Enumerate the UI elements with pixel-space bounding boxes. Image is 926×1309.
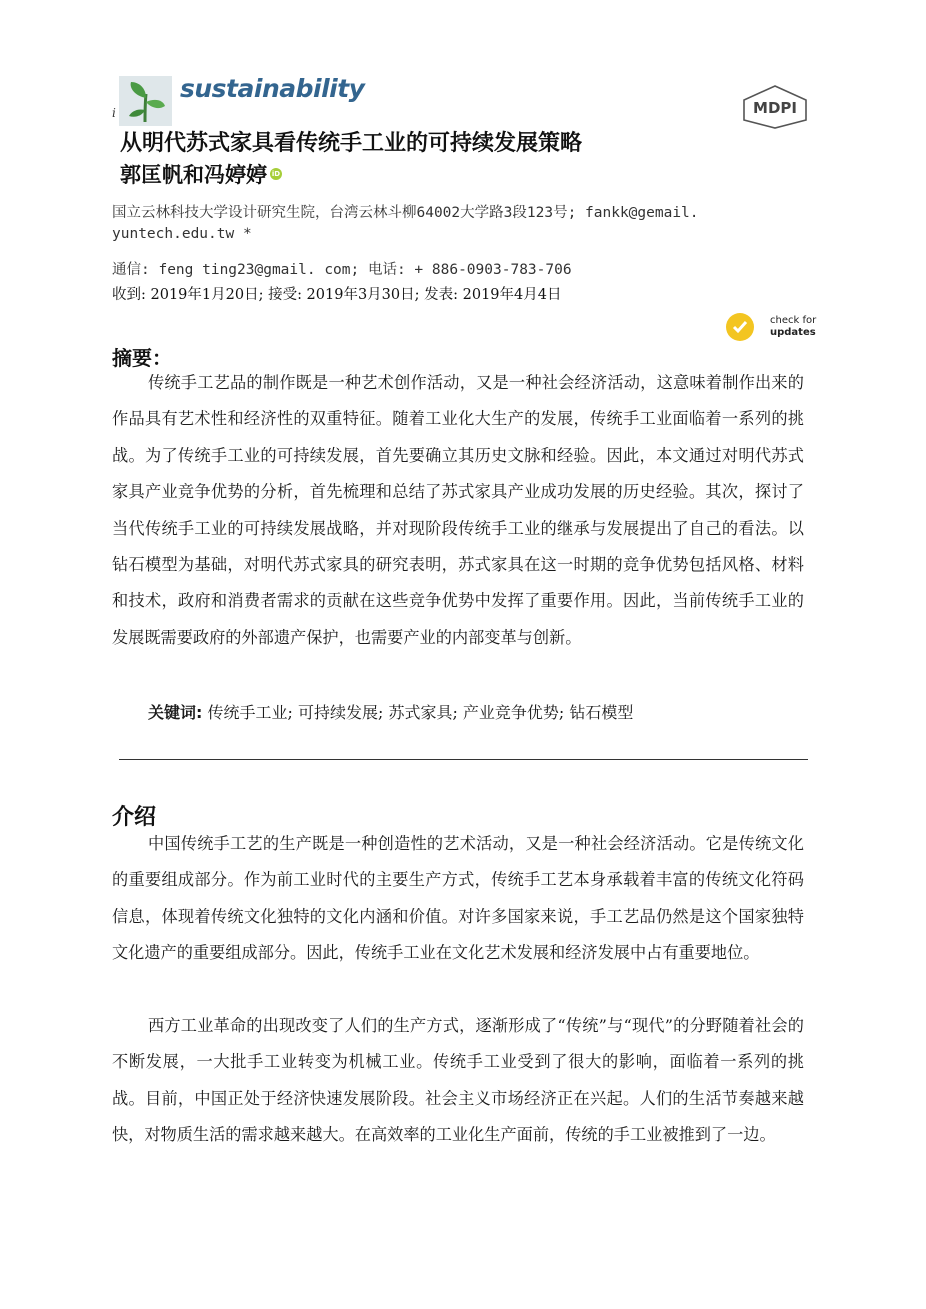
sprout-icon <box>119 76 172 126</box>
abstract-heading: 摘要： <box>112 346 172 370</box>
check-line-1: check for <box>770 315 817 326</box>
introduction-paragraph-2: 西方工业革命的出现改变了人们的生产方式，逐渐形成了“传统”与“现代”的分野随着社会的不断发展，一大批手工业转变为机械工业。传统手工业受到了很大的影响，面临着一系列的挑战。目前，中国正处于经济快速发展阶段。社会主义市场经济正在兴起。人们的生活节奏越来越快，对物质生活的需求越来越大。在高效率的工业化生产面前，传统的手工业被推到了一边。 <box>112 1016 804 1145</box>
affiliation-line-2: yuntech.edu.tw * <box>112 226 252 242</box>
orcid-icon[interactable]: iD <box>271 170 281 178</box>
check-for-updates-button[interactable] <box>726 311 822 343</box>
abstract-text: 传统手工艺品的制作既是一种艺术创作活动，又是一种社会经济活动，这意味着制作出来的作品具有艺术性和经济性的双重特征。随着工业化大生产的发展，传统手工业面临着一系列的挑战。为了传统手工业的可持续发展，首先要确立其历史文脉和经验。因此，本文通过对明代苏式家具产业竞争优势的分析，首先梳理和总结了苏式家具产业成功发展的历史经验。其次，探讨了当代传统手工业的可持续发展战略，并对现阶段传统手工业的继承与发展提出了自己的看法。以钻石模型为基础，对明代苏式家具的研究表明，苏式家具在这一时期的竞争优势包括风格、材料和技术，政府和消费者需求的贡献在这些竞争优势中发挥了重要作用。因此，当前传统手工业的发展既需要政府的外部遗产保护，也需要产业的内部变革与创新。 <box>112 373 804 647</box>
italic-mark: i <box>112 106 116 120</box>
publisher-name: MDPI <box>753 99 797 117</box>
journal-name: sustainability <box>180 74 365 103</box>
introduction-paragraph-1: 中国传统手工艺的生产既是一种创造性的艺术活动，又是一种社会经济活动。它是传统文化的重要组成部分。作为前工业时代的主要生产方式，传统手工艺本身承载着丰富的传统文化符码信息，体现着传统文化独特的文化内涵和价值。对许多国家来说，手工艺品仍然是这个国家独特文化遗产的重要组成部分。因此，传统手工业在文化艺术发展和经济发展中占有重要地位。 <box>112 834 804 963</box>
introduction-heading: 介绍 <box>112 805 157 830</box>
article-title: 从明代苏式家具看传统手工业的可持续发展策略 <box>120 131 583 156</box>
affiliation-line-1: 国立云林科技大学设计研究生院，台湾云林斗柳64002大学路3段123号; fankk@gemail. <box>112 205 699 221</box>
mdpi-logo <box>740 84 810 130</box>
authors: 郭匡帆和冯婷婷 <box>120 163 267 187</box>
author-line <box>120 159 282 189</box>
journal-logo <box>119 76 172 126</box>
publication-dates: 收到: 2019年1月20日; 接受: 2019年3月30日; 发表: 2019年4月4日 <box>112 287 562 303</box>
keywords-list: 传统手工业; 可持续发展; 苏式家具; 产业竞争优势; 钻石模型 <box>207 703 634 722</box>
correspondence: 通信: feng ting23@gmail. com; 电话: + 886-0903-783-706 <box>112 262 572 278</box>
section-divider <box>119 759 808 760</box>
check-line-2: updates <box>770 327 816 338</box>
keywords-label: 关键词: <box>148 703 203 722</box>
check-for-updates-label <box>770 315 816 339</box>
check-icon <box>726 313 754 341</box>
keywords <box>148 700 633 723</box>
